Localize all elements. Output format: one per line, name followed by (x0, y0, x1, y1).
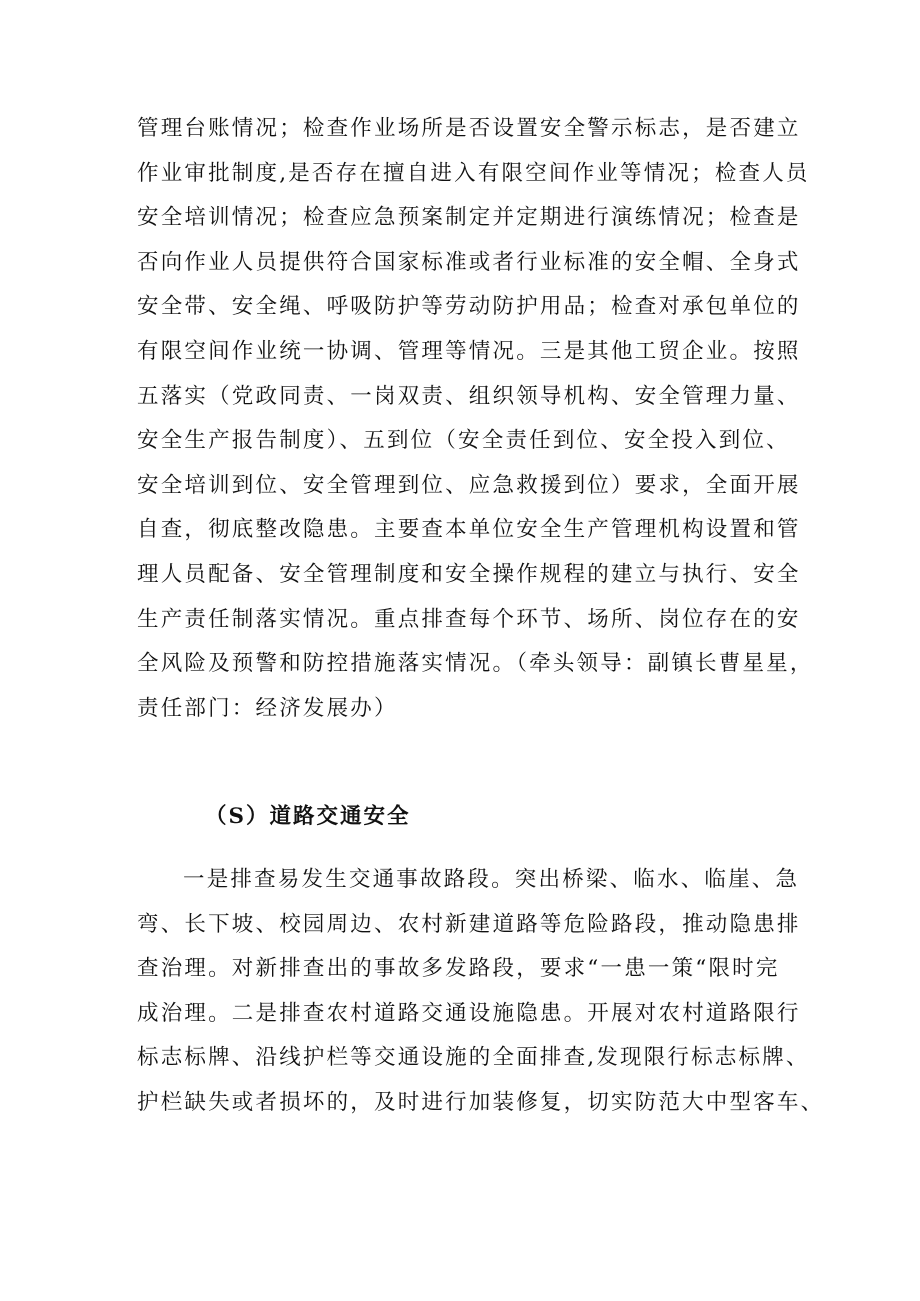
text-line: 五落实（党政同责、一岗双责、组织领导机构、安全管理力量、 (137, 383, 801, 409)
text-line: 否向作业人员提供符合国家标准或者行业标准的安全帽、全身式 (137, 249, 801, 275)
text-line: 弯、长下坡、校园周边、农村新建道路等危险路段，推动隐患排 (137, 911, 801, 937)
text-line: 标志标牌、沿线护栏等交通设施的全面排查,发现限行标志标牌、 (137, 1045, 810, 1071)
text-line: 管理台账情况；检查作业场所是否设置安全警示标志，是否建立 (137, 116, 801, 141)
text-line: 安全培训到位、安全管理到位、应急救援到位）要求，全面开展 (137, 472, 801, 498)
text-line: 护栏缺失或者损坏的，及时进行加装修复，切实防范大中型客车、 (137, 1089, 825, 1115)
text-line: 安全带、安全绳、呼吸防护等劳动防护用品；检查对承包单位的 (137, 294, 801, 320)
text-line: 全风险及预警和防控措施落实情况。（牵头领导：副镇长曹星星， (137, 651, 814, 677)
paragraph-safety-inspection (137, 107, 814, 731)
section-heading-road-traffic-safety: （S）道路交通安全 (205, 804, 411, 829)
text-line: 作业审批制度,是否存在擅自进入有限空间作业等情况；检查人员 (137, 160, 810, 186)
text-line: 安全生产报告制度）、五到位（安全责任到位、安全投入到位、 (137, 428, 790, 454)
text-line: 安全培训情况；检查应急预案制定并定期进行演练情况；检查是 (137, 205, 801, 231)
text-line: 查治理。对新排查出的事故多发路段，要求“一患一策“限时完 (137, 956, 780, 982)
paragraph-road-traffic (137, 858, 825, 1126)
text-line: 有限空间作业统一协调、管理等情况。三是其他工贸企业。按照 (137, 338, 801, 364)
text-line: 一是排查易发生交通事故路段。突出桥梁、临水、临崖、急 (183, 867, 800, 892)
text-line: 成治理。二是排查农村道路交通设施隐患。开展对农村道路限行 (137, 1000, 801, 1026)
text-line: 自查，彻底整改隐患。主要查本单位安全生产管理机构设置和管 (137, 517, 801, 543)
text-line: 生产责任制落实情况。重点排查每个环节、场所、岗位存在的安 (137, 606, 801, 632)
text-line: 责任部门：经济发展办） (137, 695, 398, 721)
text-line: 理人员配备、安全管理制度和安全操作规程的建立与执行、安全 (137, 561, 801, 587)
